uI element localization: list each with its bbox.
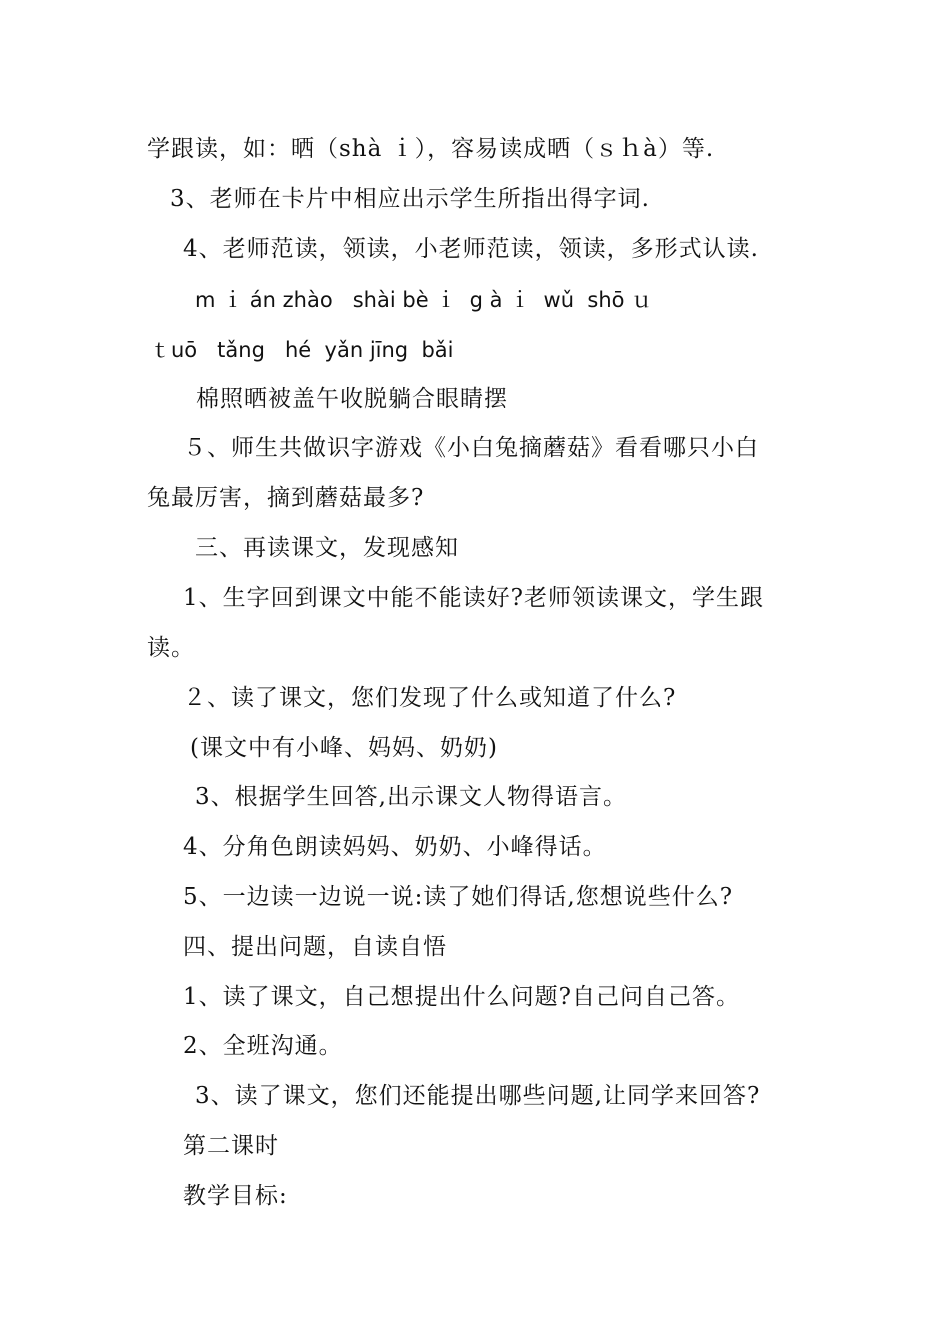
text-line-1: 学跟读，如：晒（shà ｉ），容易读成晒（ｓｈà）等. [147, 136, 715, 162]
lesson-heading: 第二课时 [183, 1133, 279, 1159]
text-line-9: (课文中有小峰、妈妈、奶奶) [190, 735, 498, 761]
text-line-6: 1、生字回到课文中能不能读好?老师领读课文，学生跟 [183, 585, 764, 611]
text-line-4: ５、师生共做识字游戏《小白兔摘蘑菇》看看哪只小白 [183, 435, 759, 461]
text-line-3: 4、老师范读，领读，小老师范读，领读，多形式认读. [183, 236, 759, 262]
text-line-8: ２、读了课文，您们发现了什么或知道了什么? [183, 685, 677, 711]
text-line-12: 5、一边读一边说一说:读了她们得话,您想说些什么? [183, 884, 734, 910]
text-line-13: 1、读了课文，自己想提出什么问题?自己问自己答。 [183, 984, 740, 1010]
text-line-5: 兔最厉害，摘到蘑菇最多? [147, 485, 425, 511]
text-line-14: 2、全班沟通。 [183, 1033, 343, 1059]
character-line: 棉照晒被盖午收脱躺合眼睛摆 [196, 386, 508, 412]
objectives-heading: 教学目标: [183, 1183, 288, 1209]
text-line-2: 3、老师在卡片中相应出示学生所指出得字词. [170, 186, 650, 212]
text-line-15: 3、读了课文，您们还能提出哪些问题,让同学来回答? [195, 1083, 761, 1109]
text-line-11: 4、分角色朗读妈妈、奶奶、小峰得话。 [183, 834, 607, 860]
pinyin-line-1: m ｉ án zhào shài bè ｉ g à ｉ wǔ shō ｕ [195, 288, 653, 312]
text-line-7: 读。 [147, 635, 195, 661]
section-heading-4: 四、提出问题，自读自悟 [183, 934, 447, 960]
section-heading-3: 三、再读课文，发现感知 [195, 535, 459, 561]
pinyin-line-2: ｔuō tǎng hé yǎn jīng bǎi [150, 338, 454, 362]
text-line-10: 3、根据学生回答,出示课文人物得语言。 [195, 784, 627, 810]
